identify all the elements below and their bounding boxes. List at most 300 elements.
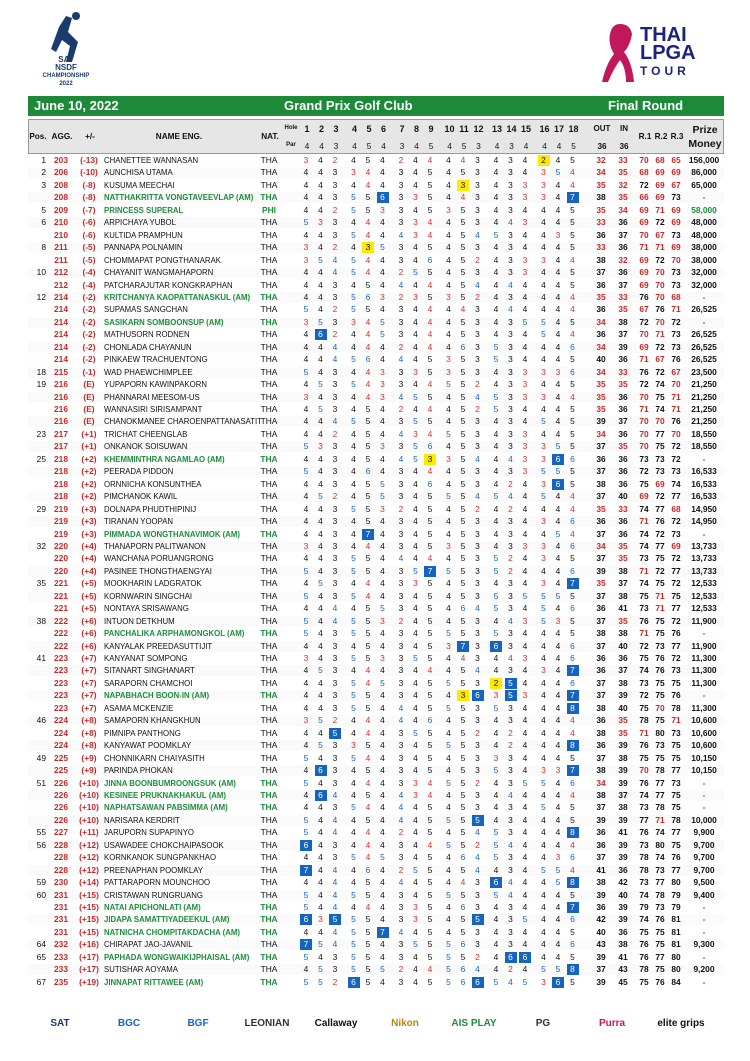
hole-score: 5 bbox=[493, 889, 499, 900]
hole-score: 5 bbox=[351, 914, 356, 925]
out-total: 33 bbox=[596, 217, 606, 228]
round-3-score: 73 bbox=[671, 727, 681, 738]
hole-score: 4 bbox=[541, 628, 546, 639]
hole-score: 5 bbox=[570, 404, 575, 414]
hole-score: 3 bbox=[475, 615, 480, 626]
hole-score: 4 bbox=[446, 827, 451, 838]
logo-lpga: LPGA bbox=[640, 42, 696, 64]
hole-score: 4 bbox=[413, 528, 418, 539]
hole-score: 4 bbox=[493, 167, 499, 178]
hole-score: 4 bbox=[398, 354, 404, 365]
hole-score: 6 bbox=[490, 877, 502, 888]
nationality: THA bbox=[260, 814, 278, 825]
hole-number: 9 bbox=[428, 124, 434, 134]
round-2-score: 75 bbox=[655, 441, 665, 452]
prize-money: - bbox=[702, 291, 706, 302]
position: 49 bbox=[36, 752, 46, 763]
hole-score: 5 bbox=[427, 516, 433, 527]
prize-money: 9,700 bbox=[693, 852, 715, 863]
aggregate-score: 214 bbox=[54, 316, 68, 327]
round-1-score: 73 bbox=[639, 877, 649, 888]
nationality: THA bbox=[260, 192, 278, 203]
hole-score: 5 bbox=[303, 628, 309, 639]
hole-score: 2 bbox=[398, 404, 404, 414]
hole-score: 5 bbox=[427, 179, 433, 190]
hole-score: 5 bbox=[427, 889, 433, 900]
position: 10 bbox=[36, 267, 46, 278]
hole-score: 4 bbox=[522, 279, 528, 290]
hole-score: 4 bbox=[351, 528, 356, 539]
hole-score: 4 bbox=[365, 902, 371, 912]
position bbox=[28, 529, 46, 540]
to-par: (+12) bbox=[79, 852, 99, 863]
hole-score: 5 bbox=[351, 204, 356, 215]
aggregate-score: 231 bbox=[54, 889, 68, 900]
in-total: 36 bbox=[618, 267, 628, 278]
aggregate-score: 221 bbox=[54, 578, 68, 589]
hole-score: 6 bbox=[570, 677, 575, 688]
hole-score: 4 bbox=[351, 902, 356, 912]
round-2-score: 75 bbox=[655, 752, 665, 763]
to-par: (+10) bbox=[79, 802, 99, 813]
to-par: (+10) bbox=[79, 789, 99, 800]
hole-score: 4 bbox=[303, 329, 309, 340]
hole-score: 5 bbox=[460, 951, 466, 962]
hole-score: 5 bbox=[570, 416, 575, 427]
aggregate-score: 216 bbox=[54, 404, 68, 414]
prize-money: 21,250 bbox=[691, 416, 717, 427]
prize-money: 11,300 bbox=[691, 677, 717, 688]
hole-score: 4 bbox=[522, 765, 528, 776]
hole-score: 5 bbox=[365, 304, 371, 315]
hole-score: 5 bbox=[460, 565, 466, 576]
nationality: THA bbox=[260, 640, 278, 651]
hole-score: 4 bbox=[303, 516, 309, 527]
hole-score: 4 bbox=[522, 827, 528, 838]
hole-score: 4 bbox=[398, 715, 404, 726]
in-total: 36 bbox=[618, 528, 628, 539]
hole-score: 5 bbox=[303, 902, 309, 912]
hole-score: 4 bbox=[522, 727, 528, 738]
hole-score: 4 bbox=[446, 217, 451, 228]
prize-money: 9,500 bbox=[693, 877, 715, 888]
hole-score: 4 bbox=[522, 229, 528, 240]
in-total: 35 bbox=[618, 379, 628, 390]
col-pos: Pos. bbox=[29, 132, 47, 141]
hole-score: 4 bbox=[446, 254, 451, 265]
to-par: (+15) bbox=[79, 914, 99, 925]
nationality: THA bbox=[260, 267, 278, 278]
hole-score: 3 bbox=[475, 802, 480, 813]
hole-score: 5 bbox=[413, 391, 418, 402]
hole-score: 4 bbox=[398, 553, 404, 564]
round-1-score: 73 bbox=[639, 553, 649, 564]
in-total: 38 bbox=[618, 590, 628, 601]
par-out: 36 bbox=[597, 142, 607, 151]
round-1-score: 79 bbox=[639, 902, 649, 912]
table-row bbox=[28, 690, 724, 701]
round-3-score: 75 bbox=[671, 677, 681, 688]
hole-score: 4 bbox=[427, 466, 433, 477]
hole-score: 2 bbox=[508, 565, 513, 576]
out-total: 37 bbox=[596, 852, 606, 863]
hole-score: 5 bbox=[351, 553, 356, 564]
position bbox=[28, 553, 46, 564]
hole-score: 4 bbox=[427, 341, 433, 352]
hole-score: 3 bbox=[398, 690, 404, 701]
hole-score: 5 bbox=[446, 379, 451, 390]
hole-score: 3 bbox=[413, 229, 418, 240]
hole-score: 5 bbox=[493, 603, 499, 614]
hole-score: 4 bbox=[318, 727, 323, 738]
to-par: (-5) bbox=[82, 254, 96, 265]
in-total: 38 bbox=[618, 628, 628, 639]
hole-score: 4 bbox=[318, 690, 323, 701]
round-1-score: 75 bbox=[639, 653, 649, 663]
hole-score: 4 bbox=[446, 179, 451, 190]
hole-score: 4 bbox=[522, 715, 528, 726]
prize-money: 156,000 bbox=[688, 155, 720, 165]
hole-score: 4 bbox=[365, 590, 371, 601]
in-total: 42 bbox=[618, 877, 628, 888]
hole-score: 7 bbox=[362, 529, 374, 540]
hole-score: 5 bbox=[365, 553, 371, 564]
hole-score: 5 bbox=[318, 404, 323, 414]
hole-score: 5 bbox=[541, 864, 546, 875]
hole-score: 5 bbox=[351, 590, 356, 601]
table-row bbox=[28, 416, 724, 427]
table-row bbox=[28, 491, 724, 502]
in-total: 36 bbox=[618, 926, 628, 937]
hole-score: 5 bbox=[303, 441, 309, 452]
hole-score: 4 bbox=[351, 155, 356, 165]
round-1-score: 72 bbox=[639, 466, 649, 477]
hole-score: 3 bbox=[332, 640, 338, 651]
hole-score: 5 bbox=[460, 516, 466, 527]
hole-score: 5 bbox=[460, 839, 466, 850]
hole-score: 2 bbox=[398, 503, 404, 514]
hole-score: 5 bbox=[427, 590, 433, 601]
hole-score: 5 bbox=[303, 889, 309, 900]
hole-score: 5 bbox=[427, 877, 433, 888]
hole-score: 4 bbox=[541, 354, 546, 365]
hole-score: 6 bbox=[460, 976, 466, 987]
hole-score: 4 bbox=[398, 453, 404, 464]
nationality: THA bbox=[260, 242, 278, 253]
hole-par: 5 bbox=[428, 142, 434, 151]
hole-score: 4 bbox=[522, 242, 528, 253]
table-row bbox=[28, 217, 724, 228]
position bbox=[28, 802, 46, 813]
position: 55 bbox=[36, 827, 46, 838]
position bbox=[28, 466, 46, 477]
hole-score: 5 bbox=[318, 379, 323, 390]
aggregate-score: 214 bbox=[54, 354, 68, 365]
hole-score: 3 bbox=[332, 379, 338, 390]
hole-score: 3 bbox=[541, 391, 546, 402]
hole-score: 4 bbox=[446, 615, 451, 626]
hole-score: 4 bbox=[555, 677, 561, 688]
in-total: 38 bbox=[618, 802, 628, 813]
hole-score: 4 bbox=[493, 951, 499, 962]
hole-score: 4 bbox=[446, 715, 451, 726]
hole-score: 3 bbox=[318, 217, 323, 228]
col-r3: R.3 bbox=[670, 132, 684, 141]
hole-score: 4 bbox=[318, 416, 323, 427]
hole-score: 4 bbox=[351, 777, 356, 788]
player-name: PATCHARAJUTAR KONGKRAPHAN bbox=[104, 280, 233, 290]
hole-score: 4 bbox=[351, 453, 356, 464]
hole-score: 4 bbox=[522, 578, 528, 589]
to-par: (-7) bbox=[82, 204, 96, 215]
hole-score: 4 bbox=[522, 802, 528, 813]
hole-score: 4 bbox=[555, 690, 561, 701]
table-row bbox=[28, 665, 724, 676]
in-total: 39 bbox=[618, 765, 628, 776]
hole-score: 6 bbox=[570, 603, 575, 614]
out-total: 37 bbox=[596, 590, 606, 601]
round-2-score: 75 bbox=[655, 677, 665, 688]
round-2-score: 71 bbox=[655, 603, 665, 614]
hole-score: 3 bbox=[475, 789, 480, 800]
hole-score: 4 bbox=[446, 752, 451, 763]
aggregate-score: 225 bbox=[54, 765, 68, 776]
round-3-score: 75 bbox=[671, 839, 681, 850]
hole-score: 3 bbox=[332, 279, 338, 290]
round-3-score: 77 bbox=[671, 864, 681, 875]
hole-score: 4 bbox=[493, 416, 499, 427]
hole-score: 3 bbox=[413, 578, 418, 589]
hole-score: 5 bbox=[427, 827, 433, 838]
prize-money: 16,533 bbox=[691, 491, 717, 502]
round-1-score: 78 bbox=[639, 864, 649, 875]
hole-score: 3 bbox=[522, 428, 528, 439]
player-name: KANYAWAT POOMKLAY bbox=[104, 741, 192, 751]
hole-score: 4 bbox=[365, 752, 371, 763]
player-name: TIRANAN YOOPAN bbox=[104, 517, 174, 527]
hole-score: 4 bbox=[541, 404, 546, 414]
out-total: 37 bbox=[596, 752, 606, 763]
hole-score: 6 bbox=[570, 341, 575, 352]
round-1-score: 70 bbox=[639, 155, 649, 165]
hole-score: 4 bbox=[555, 503, 561, 514]
to-par: (-6) bbox=[82, 217, 96, 228]
hole-score: 3 bbox=[475, 329, 480, 340]
in-total: 37 bbox=[618, 665, 628, 676]
hole-score: 5 bbox=[351, 951, 356, 962]
hole-score: 4 bbox=[365, 677, 371, 688]
hole-score: 4 bbox=[365, 540, 371, 551]
to-par: (+7) bbox=[81, 702, 97, 713]
hole-score: 5 bbox=[493, 229, 499, 240]
to-par: (+3) bbox=[81, 503, 97, 514]
hole-score: 4 bbox=[380, 453, 385, 464]
table-row bbox=[28, 778, 724, 789]
hole-score: 3 bbox=[508, 777, 513, 788]
round-2-score: 76 bbox=[655, 516, 665, 527]
table-row bbox=[28, 292, 724, 303]
hole-score: 5 bbox=[460, 802, 466, 813]
hole-score: 4 bbox=[380, 254, 385, 265]
hole-score: 4 bbox=[522, 864, 528, 875]
hole-score: 5 bbox=[460, 204, 466, 215]
prize-money: - bbox=[702, 528, 706, 539]
round-2-score: 70 bbox=[655, 316, 665, 327]
hole-score: 5 bbox=[446, 565, 451, 576]
hole-score: 5 bbox=[493, 404, 499, 414]
hole-score: 4 bbox=[380, 516, 385, 527]
hole-score: 4 bbox=[318, 926, 323, 937]
hole-score: 3 bbox=[332, 478, 338, 489]
hole-score: 4 bbox=[380, 341, 385, 352]
hole-score: 4 bbox=[522, 304, 528, 315]
hole-score: 3 bbox=[541, 441, 546, 452]
round-3-score: 73 bbox=[671, 192, 681, 203]
hole-score: 3 bbox=[475, 939, 480, 950]
hole-score: 5 bbox=[351, 379, 356, 390]
hole-score: 5 bbox=[505, 678, 517, 689]
aggregate-score: 214 bbox=[54, 304, 68, 315]
hole-score: 5 bbox=[570, 316, 575, 327]
hole-score: 2 bbox=[332, 491, 338, 502]
hole-score: 5 bbox=[427, 765, 433, 776]
hole-score: 4 bbox=[522, 553, 528, 564]
round-3-score: 80 bbox=[671, 877, 681, 888]
hole-score: 5 bbox=[446, 964, 451, 975]
round-2-score: 73 bbox=[655, 466, 665, 477]
hole-score: 4 bbox=[318, 291, 323, 302]
out-total: 35 bbox=[596, 391, 606, 402]
round-label: Final Round bbox=[608, 98, 684, 113]
hole-score: 3 bbox=[508, 926, 513, 937]
hole-score: 3 bbox=[398, 379, 404, 390]
hole-score: 4 bbox=[570, 864, 575, 875]
table-row bbox=[28, 242, 724, 253]
hole-score: 3 bbox=[398, 765, 404, 776]
hole-score: 4 bbox=[446, 852, 451, 863]
table-row bbox=[28, 479, 724, 490]
hole-score: 4 bbox=[380, 877, 385, 888]
round-2-score: 69 bbox=[655, 478, 665, 489]
hole-score: 4 bbox=[351, 242, 356, 253]
hole-score: 3 bbox=[475, 765, 480, 776]
position bbox=[28, 765, 46, 776]
hole-score: 2 bbox=[398, 615, 404, 626]
hole-score: 6 bbox=[300, 914, 312, 925]
hole-score: 5 bbox=[427, 914, 433, 925]
hole-score: 5 bbox=[460, 814, 466, 825]
aggregate-score: 222 bbox=[54, 615, 68, 626]
aggregate-score: 222 bbox=[54, 640, 68, 651]
player-name: CHONLADA CHAYANUN bbox=[104, 342, 192, 352]
hole-score: 3 bbox=[398, 839, 404, 850]
hole-score: 4 bbox=[303, 553, 309, 564]
position bbox=[28, 342, 46, 353]
in-total: 36 bbox=[618, 453, 628, 464]
hole-score: 3 bbox=[332, 167, 338, 178]
prize-money: 26,525 bbox=[691, 304, 717, 315]
round-1-score: 73 bbox=[639, 603, 649, 614]
round-2-score: 77 bbox=[655, 777, 665, 788]
hole-par: 4 bbox=[447, 142, 452, 151]
round-3-score: 73 bbox=[671, 267, 681, 278]
to-par: (+2) bbox=[81, 478, 97, 489]
aggregate-score: 221 bbox=[54, 603, 68, 614]
hole-score: 3 bbox=[332, 404, 338, 414]
round-3-score: 71 bbox=[671, 715, 681, 726]
hole-score: 4 bbox=[541, 902, 546, 912]
hole-score: 4 bbox=[351, 540, 356, 551]
hole-score: 3 bbox=[398, 441, 404, 452]
position bbox=[28, 865, 46, 876]
hole-score: 4 bbox=[351, 640, 356, 651]
hole-score: 4 bbox=[541, 827, 546, 838]
hole-score: 4 bbox=[522, 528, 528, 539]
out-total: 34 bbox=[596, 540, 606, 551]
round-1-score: 66 bbox=[639, 192, 649, 203]
player-name: SITANART SINGHANART bbox=[104, 666, 195, 676]
to-par: (E) bbox=[83, 404, 95, 414]
round-1-score: 70 bbox=[639, 229, 649, 240]
hole-score: 5 bbox=[460, 727, 466, 738]
round-2-score: 73 bbox=[655, 640, 665, 651]
out-total: 36 bbox=[596, 653, 606, 663]
hole-score: 4 bbox=[555, 404, 561, 414]
hole-score: 3 bbox=[475, 889, 480, 900]
hole-score: 5 bbox=[460, 503, 466, 514]
sponsor-logo: LEONIAN bbox=[244, 1018, 290, 1029]
position: 35 bbox=[36, 578, 46, 589]
position: 18 bbox=[36, 366, 46, 377]
hole-score: 4 bbox=[555, 827, 561, 838]
hole-score: 3 bbox=[508, 578, 513, 589]
hole-score: 4 bbox=[541, 690, 546, 701]
nationality: THA bbox=[260, 727, 278, 738]
hole-score: 2 bbox=[508, 478, 513, 489]
round-2-score: 76 bbox=[655, 976, 665, 987]
hole-score: 5 bbox=[427, 727, 433, 738]
hole-score: 5 bbox=[460, 665, 466, 676]
round-3-score: 67 bbox=[671, 179, 681, 190]
nationality: THA bbox=[260, 316, 278, 327]
table-row bbox=[28, 379, 724, 390]
hole-score: 6 bbox=[570, 453, 575, 464]
hole-score: 4 bbox=[446, 553, 451, 564]
player-name: PEERADA PIDDON bbox=[104, 467, 174, 477]
prize-money: 32,000 bbox=[691, 267, 717, 278]
round-3-score: 77 bbox=[671, 827, 681, 838]
table-row bbox=[28, 728, 724, 739]
table-row bbox=[28, 180, 724, 191]
aggregate-score: 224 bbox=[54, 740, 68, 751]
hole-score: 5 bbox=[365, 889, 371, 900]
position bbox=[28, 404, 46, 415]
hole-score: 4 bbox=[380, 217, 385, 228]
aggregate-score: 206 bbox=[54, 167, 68, 178]
hole-score: 4 bbox=[380, 404, 385, 414]
table-row bbox=[28, 616, 724, 627]
hole-score: 3 bbox=[541, 578, 546, 589]
position bbox=[28, 354, 46, 365]
round-3-score: 84 bbox=[671, 976, 681, 987]
hole-score: 4 bbox=[413, 827, 418, 838]
hole-score: 5 bbox=[365, 640, 371, 651]
hole-score: 4 bbox=[427, 665, 433, 676]
col-hole: Hole bbox=[284, 125, 298, 131]
hole-score: 4 bbox=[541, 428, 546, 439]
hole-score: 3 bbox=[522, 379, 528, 390]
prize-money: 10,000 bbox=[691, 814, 717, 825]
